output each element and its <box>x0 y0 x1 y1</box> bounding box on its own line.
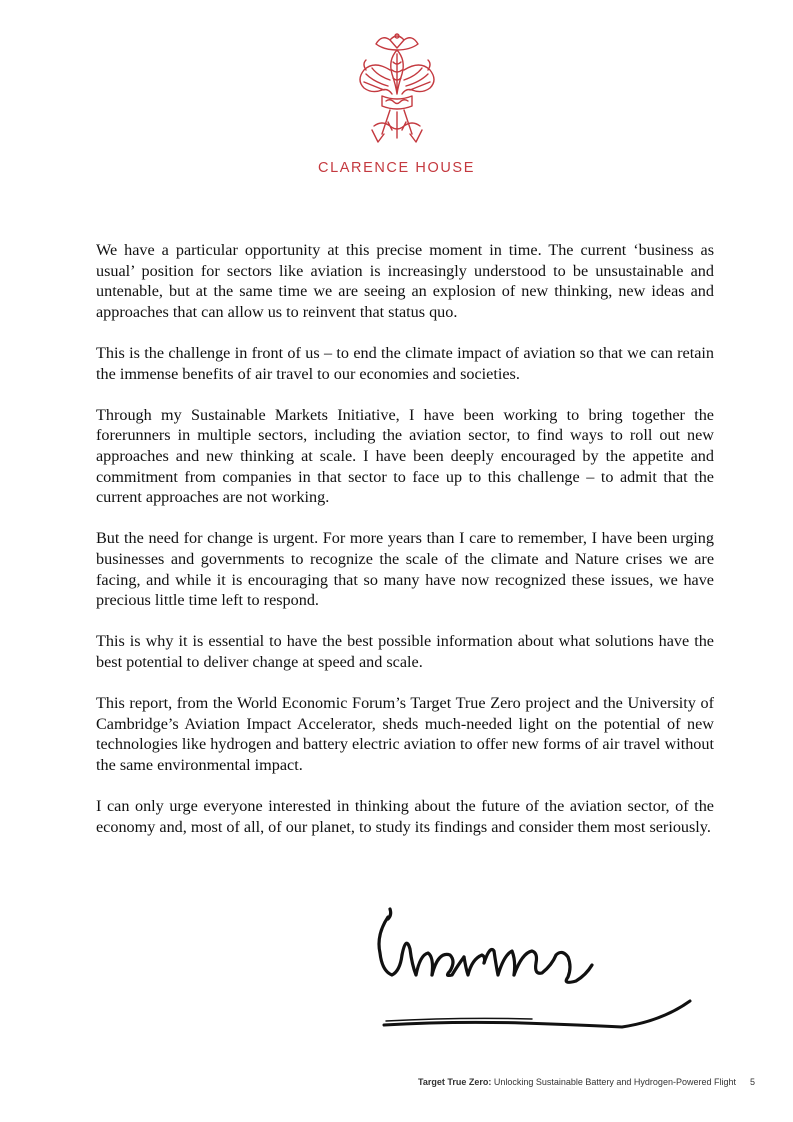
paragraph-5: This is why it is essential to have the best possible information about what solutions have the best potential to deliver change at speed and scale. <box>96 632 714 671</box>
prince-of-wales-feathers-crest-icon <box>352 30 442 150</box>
handwritten-signature-icon <box>372 905 702 1040</box>
paragraph-7: I can only urge everyone interested in thinking about the future of the aviation sector, of the economy and, most of all, of our planet, to study its findings and consider them most seriously. <box>96 797 714 836</box>
paragraph-6: This report, from the World Economic Forum’s Target True Zero project and the University of Cambridge’s Aviation Impact Accelerator, sheds much-needed light on the potential of new technologies like hydrogen and battery electric aviation to offer new forms of air travel without the same environmental impact. <box>96 694 714 774</box>
letter-body <box>96 240 714 858</box>
page-number: 5 <box>749 1077 755 1087</box>
paragraph-2: This is the challenge in front of us – to end the climate impact of aviation so that we can retain the immense benefits of air travel to our economies and societies. <box>96 343 714 383</box>
organization-name: CLARENCE HOUSE <box>318 160 475 176</box>
page-footer <box>418 1077 755 1087</box>
paragraph-3: Through my Sustainable Markets Initiative, I have been working to bring together the forerunners in multiple sectors, including the aviation sector, to find ways to roll out new approaches and new thinking at scale. I have been deeply encouraged by the appetite and commitment from companies in that sector to face up to this challenge – to admit that the current approaches are not working. <box>96 405 714 507</box>
paragraph-1: We have a particular opportunity at this precise moment in time. The current ‘business as usual’ position for sectors like aviation is increasingly understood to be unsustainable and untenable, but at the same time we are seeing an explosion of new thinking, new ideas and approaches that can allow us to reinvent that status quo. <box>96 241 714 321</box>
footer-report-title: Unlocking Sustainable Battery and Hydrogen-Powered Flight <box>491 1077 736 1087</box>
footer-report-title-bold: Target True Zero: <box>417 1077 492 1087</box>
paragraph-4: But the need for change is urgent. For more years than I care to remember, I have been urging businesses and governments to recognize the scale of the climate and Nature crises we are facing, and while it is encouraging that so many have now recognized these issues, we have precious little time left to respond. <box>96 529 714 610</box>
